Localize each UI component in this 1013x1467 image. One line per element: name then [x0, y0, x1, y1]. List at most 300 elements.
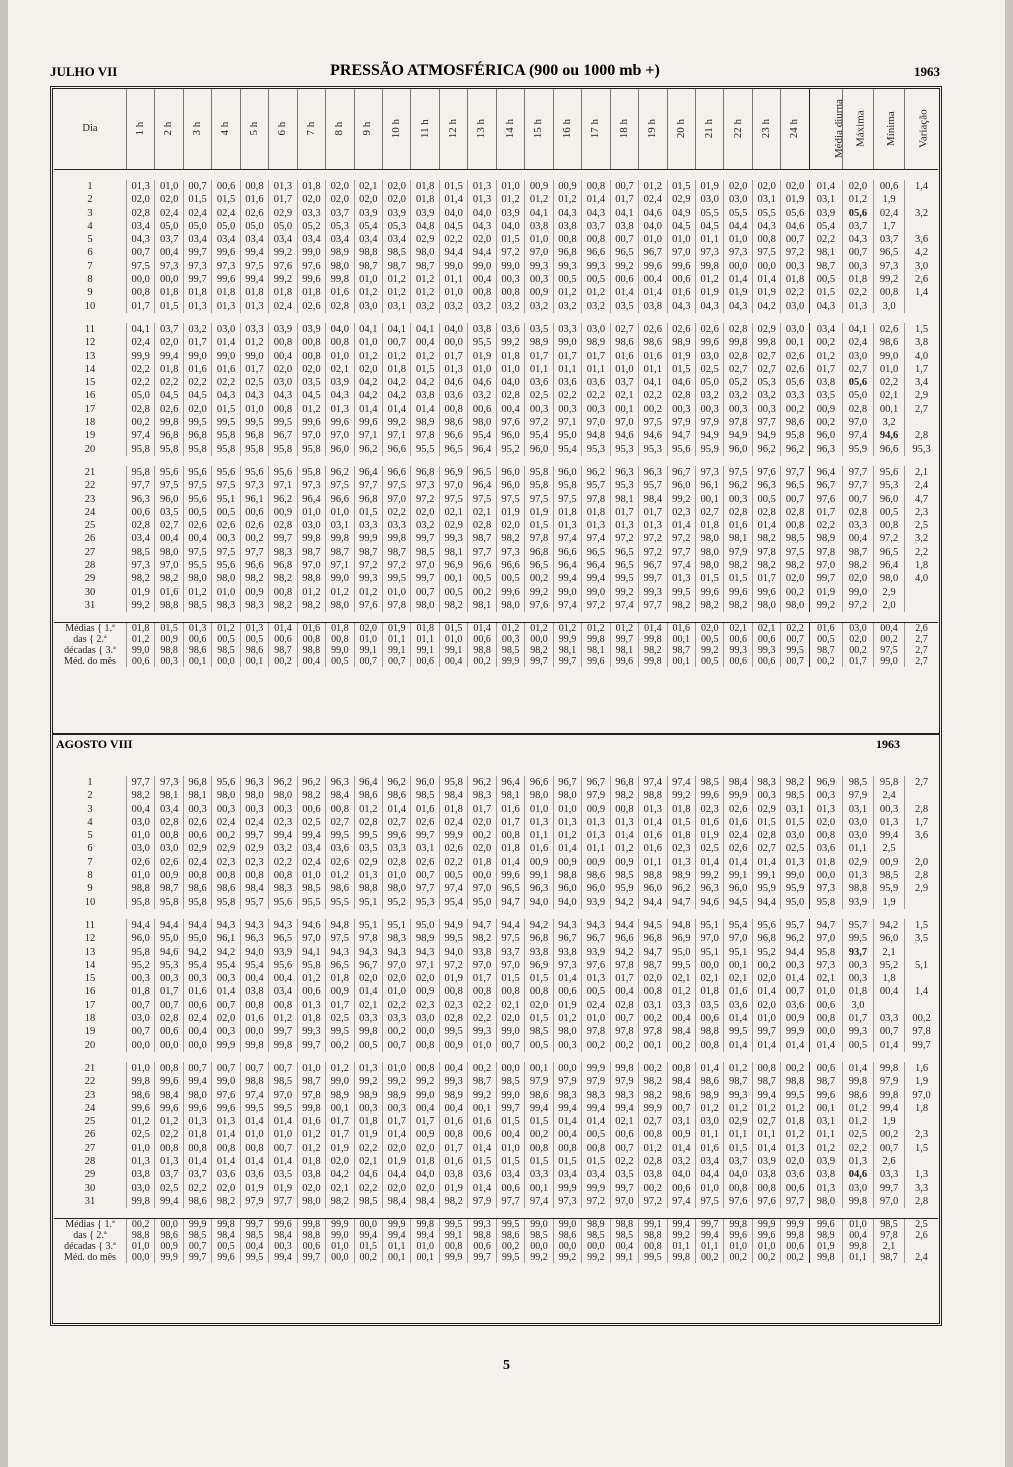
- table-cell: 96,5: [439, 443, 467, 456]
- table-row: [54, 919, 938, 932]
- table-cell: 95,7: [842, 919, 873, 932]
- table-cell: 01,6: [468, 1115, 496, 1128]
- table-cell: 97,6: [212, 1089, 240, 1102]
- table-cell: 96,5: [610, 559, 638, 572]
- table-cell: 01,3: [269, 180, 297, 193]
- table-cell: 99,0: [183, 350, 211, 363]
- table-cell: 99,6: [183, 1102, 211, 1115]
- table-cell: 96,9: [439, 559, 467, 572]
- table-cell: 05,4: [354, 220, 382, 233]
- table-cell: 97,3: [212, 260, 240, 273]
- table-row: [54, 180, 938, 193]
- table-cell: 98,1: [610, 645, 638, 656]
- table-cell: 00,4: [873, 623, 904, 635]
- table-cell: 03,5: [809, 389, 842, 402]
- table-cell: 03,0: [269, 376, 297, 389]
- table-cell: 97,9: [582, 789, 610, 802]
- table-cell: 98,2: [126, 789, 154, 802]
- table-cell: 99,2: [809, 599, 842, 612]
- table-cell: 5: [87, 830, 93, 842]
- table-cell: 04,0: [724, 1168, 752, 1181]
- table-cell: 97,1: [411, 959, 439, 972]
- table-cell: 1: [87, 181, 93, 192]
- table-cell: 01,4: [809, 1039, 842, 1052]
- table-cell: 01,4: [354, 403, 382, 416]
- table-cell: 01,6: [667, 286, 695, 299]
- table-cell: 01,4: [212, 1128, 240, 1141]
- table-cell: 00,0: [240, 1025, 268, 1038]
- table-cell: 94,4: [639, 896, 667, 909]
- table-cell: 02,5: [696, 842, 724, 855]
- table-cell: 96,3: [610, 466, 638, 479]
- table-cell: 03,6: [809, 842, 842, 855]
- table-cell: 01,3: [610, 519, 638, 532]
- table-cell: 01,2: [667, 985, 695, 998]
- table-cell: 02,0: [781, 1155, 809, 1168]
- table-cell: 00,3: [781, 959, 809, 972]
- table-cell: 02,0: [752, 999, 780, 1012]
- table-cell: 03,0: [126, 1182, 154, 1195]
- table-cell: 03,5: [525, 323, 553, 336]
- table-cell: 98,6: [582, 869, 610, 882]
- table-cell: 03,0: [842, 1182, 873, 1195]
- table-cell: 97,8: [610, 1025, 638, 1038]
- table-cell: 04,3: [582, 207, 610, 220]
- table-cell: 97,0: [610, 1195, 638, 1208]
- table-cell: 96,7: [553, 776, 581, 789]
- table-cell: 27: [84, 546, 96, 558]
- table-cell: 02,1: [354, 180, 382, 193]
- table-cell: 03,3: [667, 999, 695, 1012]
- table-cell: 3,0: [905, 260, 938, 273]
- table-cell: 98,0: [553, 789, 581, 802]
- table-cell: 96,0: [809, 429, 842, 442]
- table-cell: 01,5: [809, 286, 842, 299]
- table-cell: 02,8: [781, 506, 809, 519]
- column-header: 4 h: [212, 89, 240, 170]
- table-cell: 01,9: [496, 506, 524, 519]
- table-cell: 95,2: [873, 959, 904, 972]
- table-cell: 00,7: [781, 634, 809, 645]
- table-cell: 97,3: [155, 260, 183, 273]
- table-cell: 00,1: [411, 1252, 439, 1263]
- table-cell: 01,0: [842, 1219, 873, 1231]
- table-cell: 98,6: [525, 1089, 553, 1102]
- table-cell: 01,0: [610, 363, 638, 376]
- table-cell: 2,8: [905, 429, 938, 442]
- table-cell: 01,0: [354, 336, 382, 349]
- table-cell: 04,9: [667, 207, 695, 220]
- table-cell: 96,8: [639, 932, 667, 945]
- table-cell: 00,8: [809, 1012, 842, 1025]
- table-cell: 01,3: [212, 300, 240, 313]
- means-row: [54, 1252, 938, 1263]
- table-cell: 03,4: [809, 323, 842, 336]
- table-cell: 01,0: [582, 1012, 610, 1025]
- table-cell: 02,7: [383, 816, 411, 829]
- table-cell: 01,3: [354, 1062, 382, 1075]
- table-cell: 03,9: [411, 207, 439, 220]
- table-cell: 00,2: [809, 656, 842, 667]
- table-cell: 03,0: [155, 842, 183, 855]
- table-cell: 01,4: [610, 829, 638, 842]
- table-cell: 00,5: [183, 506, 211, 519]
- table-cell: 96,7: [582, 776, 610, 789]
- table-cell: 01,2: [553, 829, 581, 842]
- table-cell: 01,0: [326, 506, 354, 519]
- table-cell: 97,2: [873, 532, 904, 545]
- table-cell: 00,7: [610, 233, 638, 246]
- column-header: 5 h: [240, 89, 268, 170]
- table-cell: 2,9: [873, 586, 904, 599]
- table-cell: 94,9: [696, 429, 724, 442]
- table-cell: 03,4: [183, 233, 211, 246]
- table-cell: 97,0: [439, 479, 467, 492]
- table-cell: 94,7: [809, 919, 842, 932]
- table-cell: 99,6: [212, 1102, 240, 1115]
- table-cell: 98,0: [240, 789, 268, 802]
- table-cell: 96,2: [724, 479, 752, 492]
- table-cell: 99,8: [724, 336, 752, 349]
- table-cell: 04,5: [183, 389, 211, 402]
- table-cell: 99,1: [354, 645, 382, 656]
- table-cell: 02,6: [240, 207, 268, 220]
- table-row: [54, 1115, 938, 1128]
- table-cell: 95,6: [212, 559, 240, 572]
- table-cell: 1,9: [873, 896, 904, 909]
- table-cell: 98,6: [183, 882, 211, 895]
- table-cell: 02,2: [468, 999, 496, 1012]
- table-cell: 01,2: [724, 1102, 752, 1115]
- table-cell: 95,1: [696, 946, 724, 959]
- table-cell: 01,8: [240, 286, 268, 299]
- table-cell: 01,6: [297, 623, 325, 635]
- table-cell: 96,8: [525, 932, 553, 945]
- table-cell: 02,7: [696, 506, 724, 519]
- table-cell: [905, 416, 938, 429]
- table-cell: 97,0: [809, 559, 842, 572]
- table-cell: 99,4: [873, 1102, 904, 1115]
- table-cell: 00,9: [326, 985, 354, 998]
- table-cell: 99,7: [610, 634, 638, 645]
- table-cell: 01,7: [610, 506, 638, 519]
- table-cell: 99,4: [582, 1102, 610, 1115]
- table-cell: 96,3: [525, 882, 553, 895]
- table-cell: 98,8: [297, 645, 325, 656]
- table-cell: 4: [87, 816, 93, 828]
- table-cell: 96,6: [326, 493, 354, 506]
- table-cell: 01,7: [842, 656, 873, 667]
- table-cell: 01,7: [439, 350, 467, 363]
- table-cell: 1,9: [905, 1075, 938, 1088]
- table-cell: 00,3: [183, 803, 211, 816]
- table-cell: 01,5: [525, 972, 553, 985]
- table-cell: 02,8: [326, 300, 354, 313]
- table-cell: 96,5: [496, 882, 524, 895]
- table-cell: 97,6: [525, 599, 553, 612]
- table-cell: 00,8: [297, 336, 325, 349]
- table-cell: 97,9: [610, 1075, 638, 1088]
- table-cell: 02,7: [752, 350, 780, 363]
- table-cell: 97,4: [582, 532, 610, 545]
- table-cell: 95,0: [781, 896, 809, 909]
- table-cell: [905, 842, 938, 855]
- column-header: Mínima: [873, 89, 904, 170]
- table-cell: 00,4: [240, 972, 268, 985]
- table-cell: 00,4: [439, 656, 467, 667]
- table-cell: 00,3: [269, 803, 297, 816]
- table-cell: 03,7: [610, 376, 638, 389]
- table-row: [54, 586, 938, 599]
- table-cell: 95,8: [212, 896, 240, 909]
- table-cell: 98,5: [212, 645, 240, 656]
- august-title: AGOSTO VIII: [56, 737, 133, 751]
- table-cell: 4,7: [905, 493, 938, 506]
- table-cell: 99,3: [842, 1025, 873, 1038]
- table-cell: 00,5: [752, 493, 780, 506]
- table-cell: 02,1: [326, 363, 354, 376]
- table-cell: 00,7: [354, 656, 382, 667]
- august-pressure-table: [54, 766, 938, 1263]
- table-cell: 98,7: [383, 260, 411, 273]
- table-cell: 00,9: [525, 286, 553, 299]
- table-cell: 99,8: [411, 1219, 439, 1231]
- table-cell: 97,5: [639, 416, 667, 429]
- table-cell: 00,8: [610, 803, 638, 816]
- table-cell: 04,4: [724, 220, 752, 233]
- table-cell: 00,2: [525, 572, 553, 585]
- table-row: [54, 946, 938, 959]
- table-cell: 98,5: [696, 776, 724, 789]
- table-cell: 99,9: [155, 1252, 183, 1263]
- table-cell: 98,0: [155, 546, 183, 559]
- table-cell: 98,5: [297, 882, 325, 895]
- table-cell: 29: [84, 1169, 96, 1181]
- table-cell: 97,0: [297, 932, 325, 945]
- table-cell: 99,8: [326, 532, 354, 545]
- table-cell: 01,7: [842, 1012, 873, 1025]
- table-cell: 98,6: [383, 789, 411, 802]
- table-cell: 02,2: [842, 286, 873, 299]
- table-cell: 01,0: [496, 363, 524, 376]
- table-cell: 00,4: [155, 532, 183, 545]
- table-cell: [905, 599, 938, 612]
- table-cell: 01,4: [269, 1115, 297, 1128]
- table-row: [54, 1025, 938, 1038]
- table-cell: 98,8: [155, 599, 183, 612]
- table-cell: 2,1: [905, 466, 938, 479]
- table-cell: 01,3: [873, 816, 904, 829]
- table-cell: 02,0: [781, 180, 809, 193]
- table-cell: 01,4: [639, 816, 667, 829]
- table-cell: 00,4: [183, 1025, 211, 1038]
- table-cell: 97,3: [553, 1195, 581, 1208]
- table-cell: 03,9: [809, 207, 842, 220]
- table-cell: 97,3: [297, 479, 325, 492]
- table-cell: 01,6: [496, 803, 524, 816]
- table-cell: 98,5: [411, 546, 439, 559]
- table-cell: 96,6: [383, 443, 411, 456]
- table-cell: 01,6: [439, 1115, 467, 1128]
- table-cell: 00,8: [326, 634, 354, 645]
- table-cell: 96,5: [525, 559, 553, 572]
- table-cell: 01,2: [639, 1142, 667, 1155]
- table-cell: 99,9: [183, 1219, 211, 1231]
- table-cell: 99,5: [269, 1102, 297, 1115]
- table-cell: 00,3: [873, 803, 904, 816]
- table-cell: 00,1: [326, 1102, 354, 1115]
- table-cell: 97,8: [383, 599, 411, 612]
- table-cell: 00,6: [781, 1241, 809, 1252]
- table-cell: 00,6: [610, 273, 638, 286]
- table-cell: 2,8: [905, 869, 938, 882]
- table-cell: 98,7: [297, 1075, 325, 1088]
- column-header: 1 h: [126, 89, 154, 170]
- table-cell: 01,8: [326, 972, 354, 985]
- table-cell: 00,5: [873, 506, 904, 519]
- table-cell: 02,2: [183, 1182, 211, 1195]
- table-cell: 13: [84, 350, 96, 362]
- table-cell: 00,9: [809, 403, 842, 416]
- table-cell: 21: [84, 466, 96, 478]
- table-cell: 01,8: [126, 985, 154, 998]
- table-cell: 02,6: [696, 323, 724, 336]
- table-cell: 01,5: [439, 180, 467, 193]
- table-cell: 01,1: [639, 856, 667, 869]
- table-cell: 02,9: [411, 233, 439, 246]
- table-cell: 98,5: [525, 1230, 553, 1241]
- table-cell: 02,0: [383, 972, 411, 985]
- table-cell: 01,2: [297, 403, 325, 416]
- table-cell: 00,7: [781, 985, 809, 998]
- table-cell: 97,5: [212, 546, 240, 559]
- table-cell: 01,9: [781, 193, 809, 206]
- table-row: [54, 260, 938, 273]
- table-cell: 95,8: [240, 443, 268, 456]
- table-cell: 03,8: [468, 323, 496, 336]
- table-cell: 97,2: [667, 532, 695, 545]
- table-cell: 02,6: [212, 519, 240, 532]
- table-cell: 99,2: [383, 416, 411, 429]
- table-cell: 98,2: [439, 1195, 467, 1208]
- table-cell: 01,2: [809, 1142, 842, 1155]
- table-cell: 00,7: [842, 246, 873, 259]
- table-cell: 97,6: [496, 416, 524, 429]
- table-cell: 01,3: [639, 803, 667, 816]
- table-cell: 96,8: [183, 429, 211, 442]
- table-cell: 95,0: [411, 919, 439, 932]
- table-cell: 00,7: [667, 1102, 695, 1115]
- table-cell: 05,5: [752, 207, 780, 220]
- table-cell: 99,0: [326, 645, 354, 656]
- table-cell: 01,7: [639, 506, 667, 519]
- table-cell: 97,3: [696, 466, 724, 479]
- table-cell: 02,8: [126, 519, 154, 532]
- table-cell: 99,2: [667, 493, 695, 506]
- table-cell: 94,0: [553, 896, 581, 909]
- table-cell: 98,7: [809, 1075, 842, 1088]
- table-cell: 97,3: [411, 479, 439, 492]
- table-cell: 02,6: [126, 856, 154, 869]
- table-cell: 02,2: [809, 519, 842, 532]
- table-cell: 00,7: [610, 1142, 638, 1155]
- table-cell: 97,5: [439, 493, 467, 506]
- table-cell: 01,2: [326, 586, 354, 599]
- means-row: [54, 1230, 938, 1241]
- table-cell: 95,6: [269, 959, 297, 972]
- table-cell: 98,5: [269, 1075, 297, 1088]
- table-cell: 99,7: [297, 1039, 325, 1052]
- table-cell: 6: [87, 247, 93, 259]
- table-cell: 02,1: [468, 506, 496, 519]
- table-cell: 99,4: [269, 1252, 297, 1263]
- table-cell: 01,8: [667, 803, 695, 816]
- table-cell: 99,2: [667, 1230, 695, 1241]
- table-cell: 00,7: [126, 246, 154, 259]
- table-cell: 97,5: [696, 1195, 724, 1208]
- table-cell: 00,6: [809, 1062, 842, 1075]
- table-cell: 94,3: [411, 946, 439, 959]
- table-cell: 95,8: [126, 946, 154, 959]
- table-cell: 00,2: [326, 1039, 354, 1052]
- table-cell: 99,2: [696, 645, 724, 656]
- table-cell: 2,7: [905, 645, 938, 656]
- table-cell: 95,9: [873, 882, 904, 895]
- table-cell: 29: [84, 573, 96, 585]
- means-row: [54, 623, 938, 635]
- table-cell: 98,8: [842, 882, 873, 895]
- table-cell: 96,0: [155, 493, 183, 506]
- table-cell: 00,9: [525, 180, 553, 193]
- table-cell: 01,2: [752, 1102, 780, 1115]
- table-cell: [905, 972, 938, 985]
- table-cell: 03,2: [411, 519, 439, 532]
- table-cell: 02,6: [873, 323, 904, 336]
- table-cell: 03,2: [439, 300, 467, 313]
- table-cell: 94,0: [240, 946, 268, 959]
- table-cell: 5: [87, 234, 93, 246]
- table-cell: 99,3: [439, 532, 467, 545]
- table-cell: 96,3: [752, 479, 780, 492]
- table-cell: 99,2: [468, 1089, 496, 1102]
- table-cell: 8: [87, 274, 93, 286]
- table-cell: 03,0: [842, 829, 873, 842]
- table-cell: 1: [87, 777, 93, 788]
- table-cell: 00,8: [126, 286, 154, 299]
- table-cell: 02,2: [553, 389, 581, 402]
- table-cell: 97,3: [724, 246, 752, 259]
- table-cell: 98,7: [809, 645, 842, 656]
- table-cell: 02,1: [873, 389, 904, 402]
- table-cell: 01,6: [525, 842, 553, 855]
- table-cell: 00,5: [496, 572, 524, 585]
- table-cell: 01,5: [496, 233, 524, 246]
- table-cell: 01,0: [639, 233, 667, 246]
- table-cell: 14: [84, 959, 96, 971]
- means-row: [54, 1219, 938, 1231]
- table-cell: 05,3: [383, 220, 411, 233]
- table-cell: 02,7: [752, 363, 780, 376]
- table-cell: 98,2: [297, 789, 325, 802]
- table-cell: 00,2: [781, 403, 809, 416]
- table-cell: 99,0: [297, 246, 325, 259]
- table-cell: décadas { 3.ª: [64, 645, 116, 657]
- table-cell: 02,0: [411, 972, 439, 985]
- table-cell: 00,8: [439, 1241, 467, 1252]
- table-cell: 01,0: [326, 350, 354, 363]
- table-cell: 97,4: [639, 776, 667, 789]
- table-cell: 00,8: [752, 1182, 780, 1195]
